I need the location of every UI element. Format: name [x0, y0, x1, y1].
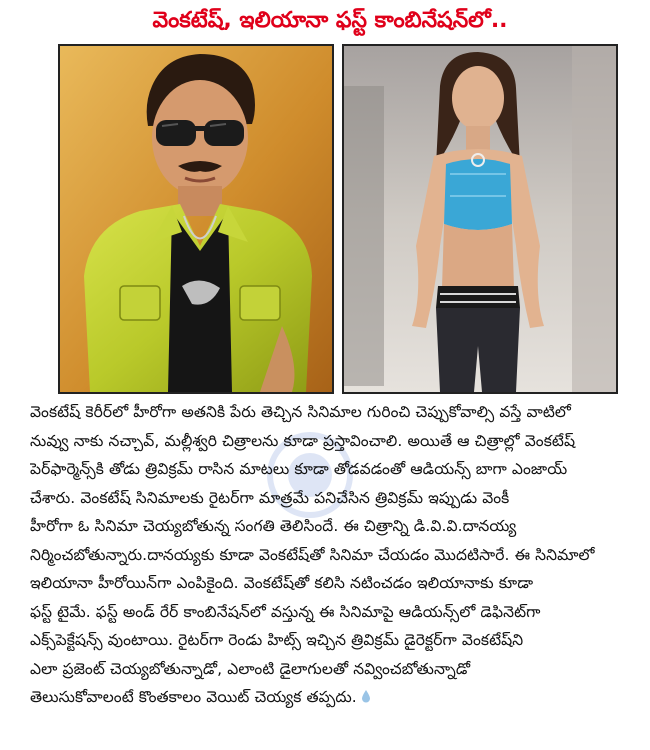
article-line: హీరోగా ఓ సినిమా చెయ్యబోతున్న సంగతి తెలిసిందే. ఈ చిత్రాన్ని డి.వి.వి.దానయ్య: [30, 517, 517, 535]
actress-photo-illustration: [344, 46, 616, 392]
headline: వెంకటేష్, ఇలియానా ఫస్ట్ కాంబినేషన్‌లో..: [152, 8, 508, 33]
water-drop-icon: [361, 690, 371, 703]
article-line: నిర్మించబోతున్నారు.దానయ్యకు కూడా వెంకటేష్‌తో సినిమా చేయడం మొదటిసారే. ఈ సినిమాలో: [30, 545, 595, 564]
article-line-last: [30, 683, 620, 712]
article-line: వెంకటేష్ కెరీర్‌లో హీరోగా అతనికి పేరు తెచ్చిన సినిమాల గురించి చెప్పుకోవాల్సి వస్తే వాటిలో: [30, 403, 571, 421]
article-line: ఇలియానా హీరోయిన్‌గా ఎంపికైంది. వెంకటేష్‌తో కలిసి నటించడం ఇలియానాకు కూడా: [30, 574, 534, 592]
actor-photo: [58, 44, 334, 394]
actor-photo-illustration: [60, 46, 332, 392]
article-line: ఫస్ట్ టైమే. ఫస్ట్ అండ్ రేర్ కాంబినేషన్‌లో వస్తున్న ఈ సినిమాపై ఆడియన్స్‌లో డెఫినెట్‌గా: [30, 602, 541, 621]
article-line: ఎక్స్‌పెక్టేషన్స్ వుంటాయి. రైటర్‌గా రెండు హిట్స్ ఇచ్చిన త్రివిక్రమ్ డైరెక్టర్‌గా వెంకటేష్‌ని: [30, 631, 524, 649]
article-line: నువ్వు నాకు నచ్చావ్, మల్లీశ్వరి చిత్రాలను కూడా ప్రస్తావించాలి. అయితే ఆ చిత్రాల్లో వెంకటేష్: [30, 431, 576, 450]
article-line: ఎలా ప్రజెంట్ చెయ్యబోతున్నాడో, ఎలాంటి డైలాగులతో నవ్వించబోతున్నాడో: [30, 659, 471, 678]
article-line: పెర్‌ఫార్మెన్స్‌కి తోడు త్రివిక్రమ్ రాసిన మాటలు కూడా తోడవడంతో ఆడియన్స్ బాగా ఎంజాయ్: [30, 460, 568, 478]
article-line-text: తెలుసుకోవాలంటే కొంతకాలం వెయిట్ చెయ్యక తప్పదు.: [30, 688, 357, 706]
article-body: [30, 398, 620, 744]
article-line: చేశారు. వెంకటేష్ సినిమాలకు రైటర్‌గా మాత్రమే పనిచేసిన త్రివిక్రమ్ ఇప్పుడు వెంకీ: [30, 488, 510, 507]
actress-photo: [342, 44, 618, 394]
